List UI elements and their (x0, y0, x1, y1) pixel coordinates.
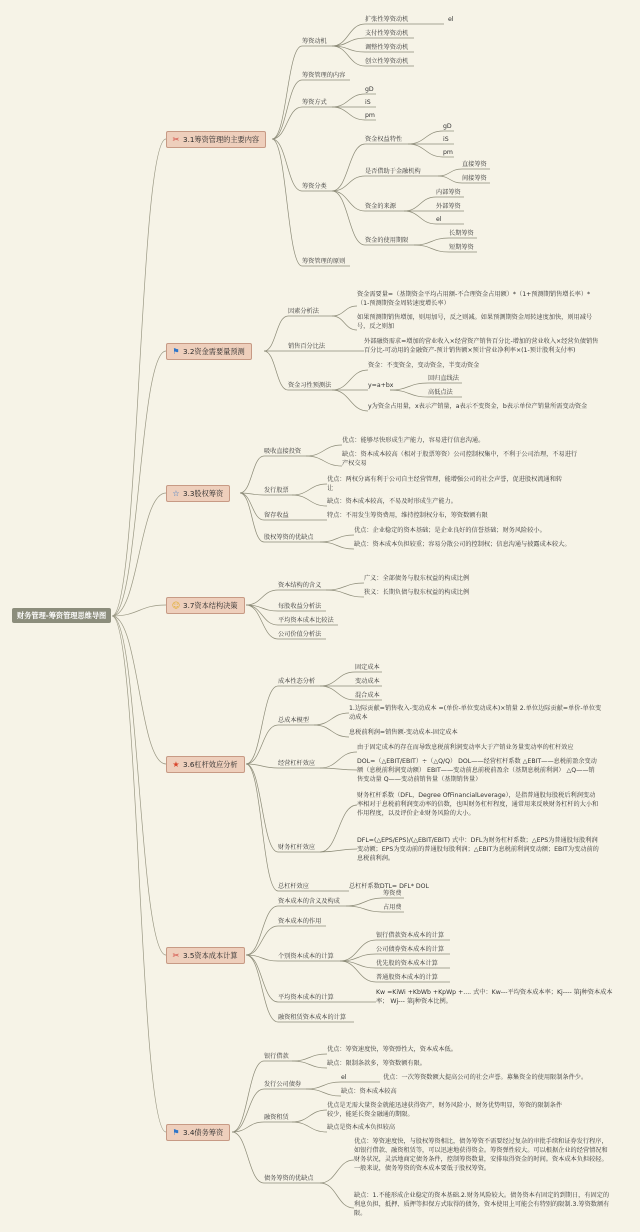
connector (246, 955, 278, 1022)
node-operating-leverage[interactable]: 经营杠杆效应 (278, 760, 316, 767)
connector (292, 1110, 327, 1122)
connector (346, 898, 383, 906)
star-icon: ★ (172, 760, 180, 769)
node-class-2-a: 直接筹资 (462, 161, 487, 168)
node-raising-fee: 筹资费 (383, 890, 402, 897)
connector (306, 456, 342, 466)
node-habit-method[interactable]: 资金习性预测法 (288, 382, 332, 389)
node-broad-meaning: 广义：全部债务与股东权益的构成比例 (364, 575, 470, 582)
node-cost-meaning[interactable]: 资本成本的含义及构成 (278, 898, 340, 905)
node-habit-3: y为资金占用量，x表示产销量，a表示不变资金，b表示单位产销量所需变动资金 (368, 403, 588, 410)
connector (320, 805, 357, 852)
connector (320, 672, 355, 686)
node-lease-cost[interactable]: 融资租赁资本成本的计算 (278, 1014, 347, 1021)
node-motive-3[interactable]: 调整性筹资动机 (365, 44, 409, 51)
node-finance-lease[interactable]: 融资租赁 (264, 1114, 289, 1121)
connector (346, 906, 383, 912)
connector (390, 390, 428, 397)
node-dfl-def: 财务杠杆系数（DFL，Degree OfFinancialLeverage），是指普通股每股税后利润变动率相对于息税前利润变动率的倍数，也叫财务杠杆程度，通常用来反映财务杠杆的大小和作用程度，以及评价企业财务风险的大小。 (357, 792, 599, 817)
node-cost-behavior[interactable]: 成本性态分析 (278, 678, 316, 685)
node-total-leverage[interactable]: 总杠杆效应 (278, 883, 309, 890)
flag-icon: ⚑ (172, 1128, 180, 1137)
connector (390, 383, 428, 390)
node-motive-2[interactable]: 支付性筹资动机 (365, 30, 409, 37)
node-principle[interactable]: 筹资管理的原则 (302, 258, 346, 265)
connector (272, 46, 302, 139)
node-eps-analysis[interactable]: 每股收益分析法 (278, 603, 322, 610)
node-retained-earnings-feature: 特点：不用发生筹资费用，维持控制权分布，筹资数额有限 (327, 512, 488, 519)
node-finance-lease-pros: 优点是无需大量资金就能迅速获得资产，财务风险小，财务优势明显，筹资的限制条件较少，能延长资金融通的期限。 (327, 1102, 563, 1118)
node-dtl-formula: 总杠杆系数DTL= DFL* DOL (349, 883, 429, 890)
node-motive-1-a: el (448, 16, 454, 23)
connector (112, 139, 166, 616)
node-class-3-c: el (436, 216, 442, 223)
connector (292, 1061, 327, 1068)
node-equity-pros-cons[interactable]: 股权筹资的优缺点 (264, 534, 314, 541)
node-class-1-c: pm (443, 149, 453, 156)
node-operating-leverage-def: 由于固定成本的存在而导致息税前利润变动率大于产销业务量变动率的杠杆效应 (357, 744, 574, 751)
node-financial-leverage[interactable]: 财务杠杆效应 (278, 844, 316, 851)
connector (320, 535, 354, 542)
connector (306, 1082, 341, 1089)
node-bank-loan-cost: 银行借款资本成本的计算 (376, 932, 445, 939)
connector (332, 306, 357, 316)
node-preferred-cost: 优先股的资本成本计算 (376, 960, 438, 967)
star-outline-icon: ☆ (172, 489, 180, 498)
connector (332, 370, 368, 390)
connector (404, 197, 436, 211)
node-factor-formula: 资金需要量=（基期资金平均占用额-不合理资金占用额）*（1+预测期销售增长率）*（1-预测期资金周转速度增长率） (357, 291, 591, 307)
node-class-2-b: 间接筹资 (462, 175, 487, 182)
root-node[interactable]: 财务管理-筹资管理思维导图 (12, 608, 111, 623)
section-3-4[interactable]: ⚑ 3.4债务筹资 (166, 1124, 230, 1141)
connector (112, 351, 166, 616)
connector (112, 616, 166, 955)
connector (408, 131, 443, 144)
connector (292, 1054, 327, 1061)
connector (240, 493, 264, 542)
node-class-4[interactable]: 资金的使用期限 (365, 237, 409, 244)
connector (272, 139, 302, 191)
node-bank-loan-pros: 优点：筹资速度快，筹资弹性大，资本成本低。 (327, 1046, 457, 1053)
tools-icon: ✂ (172, 135, 180, 144)
connector (414, 245, 449, 252)
smiley-icon: ☺ (171, 601, 181, 610)
node-narrow-meaning: 狭义：长期负债与股东权益的构成比例 (364, 589, 470, 596)
node-mixed-cost: 混合成本 (355, 692, 380, 699)
node-issue-stock-cons: 缺点：资本成本较高，不易及时形成生产能力。 (327, 498, 457, 505)
node-sales-percent-formula: 外部融资需求=增加的营业收入×经营资产销售百分比-增加的营业收入×经营负债销售百分比-可动用的金融资产-预计销售额×预计营业净利率×(1-预计股利支付率) (364, 338, 599, 354)
node-mode-2: iS (365, 99, 371, 106)
node-direct-invest[interactable]: 吸收直接投资 (264, 448, 302, 455)
node-motive-4[interactable]: 创立性筹资动机 (365, 58, 409, 65)
node-mode-3: pm (365, 112, 375, 119)
node-factor-note: 如果预测期销售增加，则用加号，反之则减。如果预测期资金周转速度加快，则用减号号，反之则加 (357, 314, 593, 330)
connector (246, 955, 278, 1002)
node-habit-2: y=a+bx (368, 382, 394, 389)
node-wacc[interactable]: 平均资本成本的计算 (278, 994, 334, 1001)
node-bond-issue-pros: 优点：一次筹资数额大提高公司的社会声誉。募集资金的使用限制条件少。 (383, 1074, 588, 1081)
connector (246, 605, 278, 639)
node-bond-cost: 公司债券资本成本的计算 (376, 946, 445, 953)
connector (112, 616, 166, 1132)
connector (332, 191, 365, 245)
connector (326, 590, 364, 597)
connector (246, 590, 278, 605)
connector (320, 1160, 354, 1183)
node-retained-earnings[interactable]: 留存收益 (264, 512, 289, 519)
node-motive-1[interactable]: 扩张性筹资动机 (365, 16, 409, 23)
node-contribution-margin: 1.边际贡献=销售收入-变动成本 =(单价-单位变动成本)×销量 2.单位边际贡献=单价-单位变动成本 (349, 705, 602, 721)
connector (404, 211, 436, 224)
node-bank-loan[interactable]: 银行借款 (264, 1053, 289, 1060)
node-class-2[interactable]: 是否借助于金融机构 (365, 168, 421, 175)
node-issue-stock[interactable]: 发行股票 (264, 487, 289, 494)
connector (272, 107, 302, 139)
node-direct-invest-cons: 缺点：资本成本较高（相对于股票筹资）公司控制权集中，不利于公司治理，不易进行产权交易 (342, 451, 578, 467)
connector (332, 176, 365, 191)
section-3-7[interactable]: ☺ 3.7资本结构决策 (166, 597, 245, 614)
connector (246, 686, 278, 764)
node-avg-cost-compare[interactable]: 平均资本成本比较法 (278, 617, 334, 624)
connector (314, 713, 349, 725)
connector (320, 768, 357, 770)
node-dol-formula: DOL=（△EBIT/EBIT）÷（△Q/Q） DOL——经营杠杆系数 △EBIT——息税前盈余变动额（息税前利润变动额） EBIT——变动前息前税前盈余（基期息税前利润） △Q——销售变动量 Q——变动前销售量（基期销售量） (357, 758, 597, 783)
node-sales-percent[interactable]: 销售百分比法 (288, 343, 326, 350)
connector (320, 542, 354, 549)
connector (332, 191, 365, 211)
connector (320, 752, 357, 768)
node-class-4-a: 长期筹资 (449, 230, 474, 237)
node-wacc-formula: Kw =KiWi +KbWb +KpWp +.... 式中：Kw---平均资本成本率；Kj---- 第j种资本成本率； Wj--- 第j种资本比例。 (376, 989, 613, 1005)
node-debt-cons: 缺点：1.不能形成企业稳定的资本基础.2.财务风险较大。债务资本有固定的到期日，有固定的利息负担，抵押、质押等担保方式取得的债务，资本使用上可能会有特别的限制.3.筹资数额有限。 (354, 1192, 610, 1217)
node-capital-structure-meaning[interactable]: 资本结构的含义 (278, 582, 322, 589)
node-finance-lease-cons: 缺点是资本成本负担较高 (327, 1124, 396, 1131)
connector (320, 686, 355, 700)
node-debt-pros-cons[interactable]: 债务筹资的优缺点 (264, 1175, 314, 1182)
connector (306, 1089, 341, 1096)
section-3-5[interactable]: ✂ 3.5资本成本计算 (166, 947, 245, 964)
section-3-1[interactable]: ✂ 3.1筹资管理的主要内容 (166, 131, 266, 148)
connector (408, 144, 443, 157)
connector (292, 1122, 327, 1132)
node-habit-2-b: 高低点法 (428, 389, 453, 396)
node-cost-role[interactable]: 资本成本的作用 (278, 918, 322, 925)
node-equity-cons: 缺点：资本成本负担较重；容易分散公司的控制权；信息沟通与披露成本较大。 (354, 541, 571, 548)
node-ebit: 息税前利润=销售额-变动成本-固定成本 (349, 729, 458, 736)
section-3-3[interactable]: ☆ 3.3股权筹资 (166, 485, 230, 502)
connector (332, 390, 368, 411)
node-dfl-formula: DFL=(△EPS/EPS)/(△EBIT/EBIT) 式中：DFL为财务杠杆系数；△EPS为普通股每股利润变动额；EPS为变动前的普通股每股利润；△EBIT为息税前利润变动额；EBIT为变动前的息税前利润。 (357, 837, 599, 862)
node-direct-invest-pros: 优点：能够尽快形成生产能力，容易进行信息沟通。 (342, 437, 485, 444)
connector (246, 764, 278, 852)
connector (232, 1132, 264, 1183)
connector (438, 176, 462, 183)
node-class-1-a: gD (443, 123, 452, 130)
connector (292, 484, 327, 495)
node-class-3-a: 内部筹资 (436, 189, 461, 196)
node-class-1[interactable]: 资金权益特性 (365, 136, 403, 143)
node-occupancy-fee: 占用费 (383, 904, 402, 911)
connector (264, 316, 288, 351)
node-class-4-b: 短期筹资 (449, 244, 474, 251)
connector (232, 1061, 264, 1132)
node-bond-issue-a: el (341, 1074, 347, 1081)
node-bond-issue[interactable]: 发行公司债券 (264, 1081, 302, 1088)
connector (414, 238, 449, 245)
connector (240, 456, 264, 493)
connector (332, 94, 365, 107)
section-3-6[interactable]: ★ 3.6杠杆效应分析 (166, 756, 245, 773)
connector (246, 764, 278, 891)
node-class-1-b: iS (443, 136, 449, 143)
connector (240, 493, 264, 520)
node-content[interactable]: 筹资管理的内容 (302, 72, 346, 79)
connector (246, 906, 278, 955)
node-debt-pros: 优点：筹资速度快，与股权筹资相比，债务筹资不需要经过复杂的审批手续和证券发行程序，如银行借款、融资租赁等，可以迅速地获得资金。筹资弹性较大。可以根据企业的经营情况和财务状况，灵活地商定债务条件，控制筹资数量，安排取得资金的时间。资本成本负担较轻。一般来说，债务筹资的资本成本要低于股权筹资。 (354, 1138, 608, 1172)
node-class-3-b: 外部筹资 (436, 203, 461, 210)
connector (272, 80, 302, 139)
node-company-value[interactable]: 公司价值分析法 (278, 631, 322, 638)
connector (332, 38, 365, 46)
node-classification[interactable]: 筹资分类 (302, 183, 327, 190)
node-common-cost: 普通股资本成本的计算 (376, 974, 438, 981)
node-factor-method[interactable]: 因素分析法 (288, 308, 319, 315)
connector (112, 616, 166, 764)
node-mode-1: gD (365, 86, 374, 93)
connector (246, 955, 278, 961)
node-total-cost-model[interactable]: 总成本模型 (278, 717, 309, 724)
connector (292, 495, 327, 506)
tools-icon: ✂ (172, 951, 180, 960)
flag-icon: ⚑ (172, 347, 180, 356)
section-3-2[interactable]: ⚑ 3.2资金需要量预测 (166, 343, 252, 360)
connector (332, 316, 357, 330)
node-habit-1: 资金：不变资金，变动资金，半变动资金 (368, 362, 480, 369)
connector (332, 107, 365, 120)
node-motive[interactable]: 筹资动机 (302, 38, 327, 45)
connector (306, 445, 342, 456)
connector (438, 169, 462, 176)
node-class-3[interactable]: 资金的来源 (365, 203, 396, 210)
node-equity-pros: 优点：企业稳定的资本基础；是企业良好的信誉基础；财务风险较小。 (354, 527, 546, 534)
connector (320, 1183, 354, 1208)
connector (246, 725, 278, 764)
node-mode[interactable]: 筹资方式 (302, 99, 327, 106)
connector (112, 493, 166, 616)
node-bond-issue-cons: 缺点：资本成本较高 (341, 1088, 397, 1095)
connector (314, 725, 349, 737)
node-variable-cost: 变动成本 (355, 678, 380, 685)
node-bank-loan-cons: 缺点：限制条款多，筹资数额有限。 (327, 1060, 426, 1067)
connector (332, 24, 365, 46)
node-fixed-cost: 固定成本 (355, 664, 380, 671)
node-individual-cost[interactable]: 个别资本成本的计算 (278, 953, 334, 960)
connector (264, 351, 288, 390)
node-issue-stock-pros: 优点：两权分离有利于公司自主经营管理，能增强公司的社会声誉，促进股权流通和转让 (327, 476, 563, 492)
node-habit-2-a: 回归直线法 (428, 375, 459, 382)
connector (326, 583, 364, 590)
connector (272, 139, 302, 266)
